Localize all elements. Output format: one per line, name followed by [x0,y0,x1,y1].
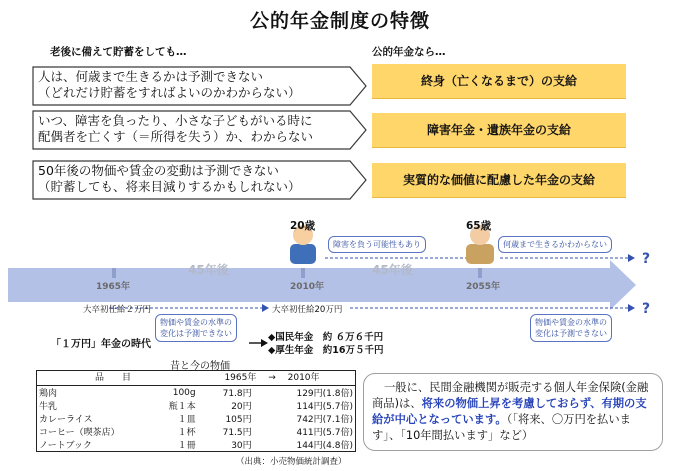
left-column-heading: 老後に備えて貯蓄をしても… [50,46,187,58]
risk-line-2: （貯蓄しても、将来目減りするかもしれない） [38,179,301,194]
item-cell: ノートブック [39,441,92,451]
price-1965-cell: 105円 [225,415,252,425]
age-65-label: 65歳 [466,220,492,232]
price-2010-cell: 144円(4.8倍) [296,441,353,451]
risk-box-disability [32,110,364,150]
item-cell: 牛乳 [39,402,58,412]
callout-line-2: 変化は予測できない [535,329,607,338]
price-table-row [37,412,355,425]
price-table-source: （出典：小売物価統計調査） [236,457,347,467]
unit-cell: １杯 [177,428,196,438]
private-annuity-note [363,373,663,451]
header-item: 品 目 [94,373,131,383]
price-2010-cell: 742円(7.1倍) [296,415,353,425]
benefit-box-real-value: 実質的な価値に配慮した年金の支給 [372,163,626,198]
price-table-row [37,386,355,399]
note-part-2: 将来の物価上昇を考慮しておらず、有期の支給が中心となっています。 [372,397,647,426]
tick-1965 [112,268,116,278]
age-20-label: 20歳 [290,220,316,232]
price-1965-cell: 71.8円 [222,389,252,399]
salary-2010-label: 大卒初任給20万円 [272,305,343,315]
price-table-body [37,386,355,451]
year-1965-label: 1965年 [96,282,131,292]
price-1965-cell: 30円 [231,441,252,451]
tick-2010 [301,268,305,278]
year-2055-label: 2055年 [466,282,501,292]
item-cell: コーヒー（喫茶店） [39,428,120,438]
price-2010-cell: 411円(5.7倍) [296,428,353,438]
callout-prices-left [155,314,237,342]
risk-line-1: いつ、障害を負ったり、小さな子どもがいる時に [38,113,313,128]
benefit-box-disability-survivor: 障害年金・遺族年金の支給 [372,113,626,148]
note-part-1: 一般に、民間金融機関が販売する個人年金保険(金融商品)は、 [372,381,649,410]
risk-text [38,69,301,101]
risk-line-1: 人は、何歳まで生きるかは予測できない [38,69,264,84]
benefit-box-lifetime: 終身（亡くなるまで）の支給 [372,64,626,99]
risk-text [38,163,301,195]
question-mark-upper: ? [642,251,651,267]
gap-label-1: 45年後 [188,263,229,277]
tick-2055 [478,268,482,278]
header-years: 1965年 → 2010年 [224,373,320,383]
price-1965-cell: 71.5円 [222,428,252,438]
callout-lifespan: 何歳まで生きるかわからない [498,236,612,253]
pension-arrow-icon [247,335,269,351]
salary-1965-label: 大卒初任給２万円 [83,305,152,315]
callout-line-1: 物価や賃金の水準の [535,318,607,327]
upper-dashed-arrowhead-2 [628,254,635,262]
lower-dashed-arrowhead-2 [628,304,635,312]
callout-line-1: 物価や賃金の水準の [160,318,232,327]
item-cell: 鶏肉 [39,389,58,399]
page-title: 公的年金制度の特徴 [249,10,430,32]
risk-line-2: 配偶者を亡くす（＝所得を失う）か、わからない [38,129,314,144]
risk-box-inflation [32,160,364,200]
price-table-row [37,399,355,412]
price-1965-cell: 20円 [231,402,252,412]
pension-welfare-label: ◆厚生年金 約16万５千円 [268,345,384,356]
price-2010-cell: 114円(5.7倍) [296,402,353,412]
note-part-3: （「将来、〇万円を払います」、「10年間払います」など） [372,413,631,442]
price-2010-cell: 129円(1.8倍) [296,389,353,399]
risk-line-2: （どれだけ貯蓄をすればよいのかわからない） [38,85,301,100]
callout-disability: 障害を負う可能性もあり [328,236,426,253]
question-mark-lower: ? [642,301,651,317]
price-table-row [37,425,355,438]
unit-cell: 100g [172,387,196,398]
unit-cell: １冊 [177,441,196,451]
era-label: 「１万円」年金の時代 [51,339,151,350]
pension-national-label: ◆国民年金 約 ６万６千円 [268,332,384,343]
item-cell: カレーライス [39,415,93,425]
year-2010-label: 2010年 [290,282,325,292]
risk-text [38,113,313,145]
risk-box-lifespan [32,66,364,106]
gap-label-2: 45年後 [372,263,413,277]
price-table-header [37,371,355,386]
unit-cell: 瓶１本 [168,402,196,412]
right-column-heading: 公的年金なら… [372,46,446,58]
unit-cell: １皿 [177,415,196,425]
price-table-row [37,438,355,451]
callout-prices-right [530,314,612,342]
price-table [36,370,356,452]
lower-dashed-arrowhead-1 [262,304,269,312]
price-table-caption: 昔と今の物価 [170,361,230,372]
risk-line-1: 50年後の物価や賃金の変動は予測できない [38,163,279,178]
callout-line-2: 変化は予測できない [160,329,232,338]
